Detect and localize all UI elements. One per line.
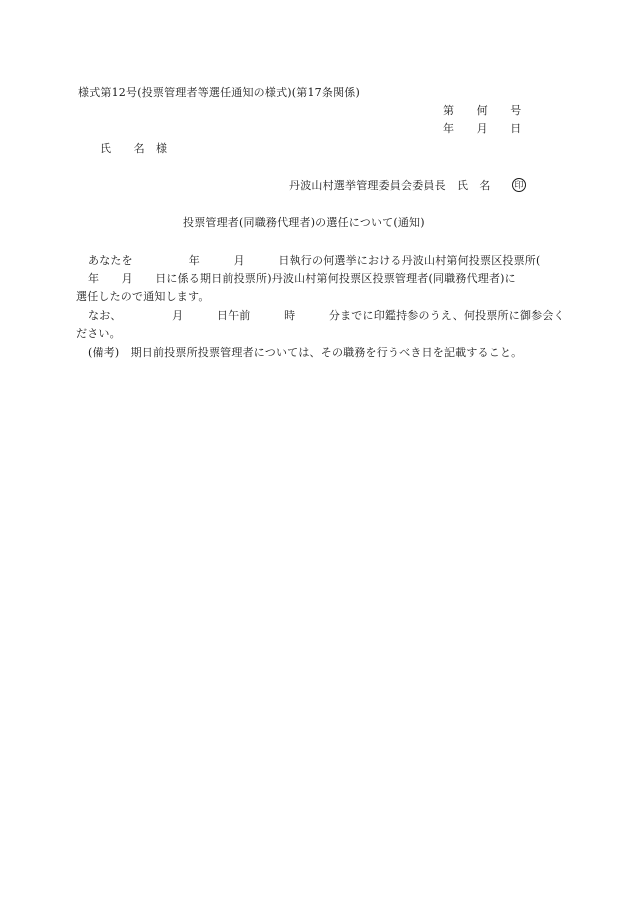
- document-date: 年 月 日: [443, 122, 522, 135]
- addressee: 氏 名 様: [100, 142, 168, 155]
- body-paragraph-2-line-1: なお、 月 日午前 時 分までに印鑑持参のうえ、何投票所に御参会く: [88, 309, 565, 322]
- body-paragraph-1-line-2: 年 月 日に係る期日前投票所)丹波山村第何投票区投票管理者(同職務代理者)に: [88, 272, 516, 285]
- sender-line: 丹波山村選挙管理委員会委員長 氏 名: [289, 179, 491, 192]
- body-paragraph-1-line-1: あなたを 年 月 日執行の何選挙における丹波山村第何投票区投票所(: [88, 254, 541, 267]
- body-paragraph-1-line-3: 選任したので通知します。: [76, 290, 210, 303]
- form-title: 様式第12号(投票管理者等選任通知の様式)(第17条関係): [78, 86, 360, 99]
- document-number: 第 何 号: [443, 104, 522, 117]
- body-paragraph-2-line-2: ださい。: [76, 327, 121, 340]
- subject-line: 投票管理者(同職務代理者)の選任について(通知): [183, 216, 425, 229]
- remark-note: (備考) 期日前投票所投票管理者については、その職務を行うべき日を記載すること。: [88, 346, 523, 359]
- seal-stamp: 印: [512, 178, 526, 192]
